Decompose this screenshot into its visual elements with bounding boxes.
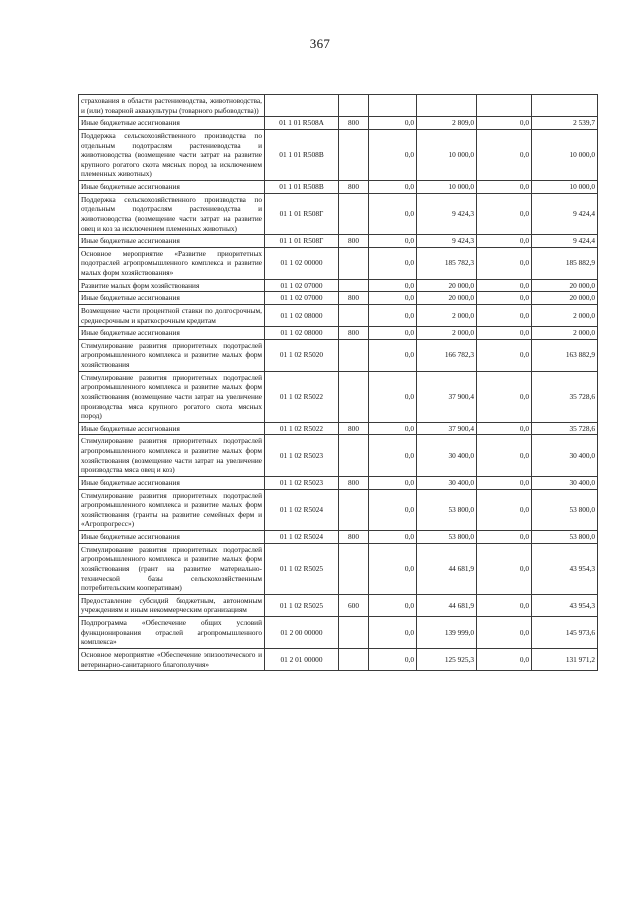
table-row <box>79 181 598 194</box>
table-row <box>79 435 598 477</box>
row-amount-4: 53 800,0 <box>532 489 598 531</box>
table-row <box>79 129 598 180</box>
row-code: 01 1 02 00000 <box>265 247 339 279</box>
row-amount-2: 10 000,0 <box>417 181 477 194</box>
row-amount-2: 125 925,3 <box>417 648 477 670</box>
row-description: Поддержка сельскохозяйственного производства по отдельным подотраслям растениеводства и животноводства (возмещение части затрат на развитие крупного рогатого скота мясных пород за исключением племенных животных) <box>79 129 265 180</box>
row-amount-1: 0,0 <box>369 594 417 616</box>
row-expense-type <box>339 129 369 180</box>
row-amount-2 <box>417 95 477 117</box>
row-description: Основное мероприятие «Обеспечение эпизоотического и ветеринарно-санитарного благополучия» <box>79 648 265 670</box>
table-row <box>79 531 598 544</box>
row-description: Возмещение части процентной ставки по долгосрочным, среднесрочным и краткосрочным кредитам <box>79 304 265 326</box>
row-amount-2: 37 900,4 <box>417 371 477 422</box>
row-amount-2: 20 000,0 <box>417 279 477 292</box>
row-expense-type <box>339 304 369 326</box>
row-description: Предоставление субсидий бюджетным, автономным учреждениям и иным некоммерческим организациям <box>79 594 265 616</box>
row-code: 01 1 02 08000 <box>265 327 339 340</box>
row-amount-3: 0,0 <box>477 617 532 649</box>
row-code: 01 1 02 R5022 <box>265 371 339 422</box>
row-expense-type <box>339 193 369 235</box>
row-code: 01 1 02 R5024 <box>265 489 339 531</box>
row-code <box>265 95 339 117</box>
table-row <box>79 247 598 279</box>
row-amount-2: 2 000,0 <box>417 327 477 340</box>
row-code: 01 1 02 R5025 <box>265 594 339 616</box>
table-row <box>79 543 598 594</box>
row-amount-3: 0,0 <box>477 292 532 305</box>
row-expense-type <box>339 247 369 279</box>
table-row <box>79 594 598 616</box>
row-amount-1: 0,0 <box>369 193 417 235</box>
row-amount-1 <box>369 95 417 117</box>
row-amount-1: 0,0 <box>369 371 417 422</box>
row-amount-1: 0,0 <box>369 422 417 435</box>
row-amount-3: 0,0 <box>477 489 532 531</box>
row-amount-1: 0,0 <box>369 489 417 531</box>
row-amount-4 <box>532 95 598 117</box>
row-amount-2: 53 800,0 <box>417 489 477 531</box>
row-code: 01 1 02 R5023 <box>265 435 339 477</box>
row-code: 01 1 02 R5024 <box>265 531 339 544</box>
row-expense-type <box>339 279 369 292</box>
row-amount-2: 44 681,9 <box>417 594 477 616</box>
row-code: 01 1 02 R5022 <box>265 422 339 435</box>
row-description: Иные бюджетные ассигнования <box>79 476 265 489</box>
row-amount-1: 0,0 <box>369 235 417 248</box>
row-code: 01 1 02 08000 <box>265 304 339 326</box>
row-description: Стимулирование развития приоритетных подотраслей агропромышленного комплекса и развитие малых форм хозяйствования (возмещение части затрат на увеличение производства мяса крупного рогатого скота мясных пород) <box>79 371 265 422</box>
row-amount-1: 0,0 <box>369 129 417 180</box>
row-amount-2: 30 400,0 <box>417 435 477 477</box>
row-expense-type: 800 <box>339 422 369 435</box>
table-row <box>79 476 598 489</box>
row-description: Иные бюджетные ассигнования <box>79 422 265 435</box>
table-row <box>79 422 598 435</box>
row-amount-3: 0,0 <box>477 371 532 422</box>
row-amount-2: 2 000,0 <box>417 304 477 326</box>
row-amount-3: 0,0 <box>477 594 532 616</box>
row-amount-4: 10 000,0 <box>532 181 598 194</box>
row-code: 01 1 02 R5025 <box>265 543 339 594</box>
row-amount-2: 139 999,0 <box>417 617 477 649</box>
row-description: Подпрограмма «Обеспечение общих условий функционирования отраслей агропромышленного комплекса» <box>79 617 265 649</box>
row-amount-4: 2 000,0 <box>532 304 598 326</box>
row-expense-type: 800 <box>339 476 369 489</box>
row-amount-2: 20 000,0 <box>417 292 477 305</box>
row-amount-2: 9 424,3 <box>417 235 477 248</box>
row-amount-4: 10 000,0 <box>532 129 598 180</box>
row-amount-3: 0,0 <box>477 648 532 670</box>
row-amount-2: 53 800,0 <box>417 531 477 544</box>
row-amount-1: 0,0 <box>369 476 417 489</box>
row-amount-1: 0,0 <box>369 617 417 649</box>
table-row <box>79 617 598 649</box>
row-amount-3: 0,0 <box>477 435 532 477</box>
row-amount-3 <box>477 95 532 117</box>
row-amount-1: 0,0 <box>369 531 417 544</box>
row-amount-4: 185 882,9 <box>532 247 598 279</box>
row-amount-2: 37 900,4 <box>417 422 477 435</box>
row-expense-type <box>339 489 369 531</box>
row-description: Стимулирование развития приоритетных подотраслей агропромышленного комплекса и развитие малых форм хозяйствования (грант на развитие материально-технической базы сельскохозяйственным потребительским кооперативам) <box>79 543 265 594</box>
row-description: Поддержка сельскохозяйственного производства по отдельным подотраслям растениеводства и животноводства (возмещение части затрат на развитие овец и коз за исключением племенных животных) <box>79 193 265 235</box>
row-code: 01 1 01 R508В <box>265 181 339 194</box>
row-amount-4: 163 882,9 <box>532 339 598 371</box>
row-description: Иные бюджетные ассигнования <box>79 292 265 305</box>
row-amount-3: 0,0 <box>477 304 532 326</box>
row-amount-4: 35 728,6 <box>532 422 598 435</box>
row-code: 01 1 02 07000 <box>265 292 339 305</box>
row-description: Развитие малых форм хозяйствования <box>79 279 265 292</box>
table-row <box>79 95 598 117</box>
row-code: 01 1 01 R508А <box>265 117 339 130</box>
row-description: Иные бюджетные ассигнования <box>79 181 265 194</box>
row-expense-type: 800 <box>339 327 369 340</box>
table-row <box>79 292 598 305</box>
row-expense-type: 800 <box>339 117 369 130</box>
row-expense-type: 800 <box>339 531 369 544</box>
row-amount-1: 0,0 <box>369 247 417 279</box>
row-amount-1: 0,0 <box>369 327 417 340</box>
row-amount-4: 43 954,3 <box>532 594 598 616</box>
row-expense-type <box>339 371 369 422</box>
row-amount-3: 0,0 <box>477 476 532 489</box>
row-amount-1: 0,0 <box>369 339 417 371</box>
page-number: 367 <box>309 36 331 51</box>
row-description: Стимулирование развития приоритетных подотраслей агропромышленного комплекса и развитие малых форм хозяйствования <box>79 339 265 371</box>
row-amount-1: 0,0 <box>369 304 417 326</box>
row-code: 01 1 01 R508Г <box>265 193 339 235</box>
table-row <box>79 235 598 248</box>
row-amount-3: 0,0 <box>477 193 532 235</box>
row-amount-2: 185 782,3 <box>417 247 477 279</box>
row-amount-2: 166 782,3 <box>417 339 477 371</box>
row-amount-4: 145 973,6 <box>532 617 598 649</box>
row-amount-3: 0,0 <box>477 327 532 340</box>
row-amount-3: 0,0 <box>477 543 532 594</box>
row-amount-1: 0,0 <box>369 279 417 292</box>
row-amount-2: 10 000,0 <box>417 129 477 180</box>
row-code: 01 1 02 R5023 <box>265 476 339 489</box>
row-description: Иные бюджетные ассигнования <box>79 117 265 130</box>
row-expense-type: 600 <box>339 594 369 616</box>
table-row <box>79 304 598 326</box>
row-amount-3: 0,0 <box>477 117 532 130</box>
row-amount-4: 43 954,3 <box>532 543 598 594</box>
row-amount-3: 0,0 <box>477 181 532 194</box>
row-amount-3: 0,0 <box>477 247 532 279</box>
row-description: Стимулирование развития приоритетных подотраслей агропромышленного комплекса и развитие малых форм хозяйствования (гранты на развитие семейных ферм и «Агропрогресс») <box>79 489 265 531</box>
row-amount-1: 0,0 <box>369 648 417 670</box>
table-row <box>79 489 598 531</box>
row-amount-3: 0,0 <box>477 235 532 248</box>
row-description: Основное мероприятие «Развитие приоритетных подотраслей агропромышленного комплекса и развитие малых форм хозяйствования» <box>79 247 265 279</box>
row-amount-4: 53 800,0 <box>532 531 598 544</box>
row-code: 01 1 02 R5020 <box>265 339 339 371</box>
row-description: Иные бюджетные ассигнования <box>79 531 265 544</box>
row-code: 01 1 01 R508Г <box>265 235 339 248</box>
row-amount-1: 0,0 <box>369 181 417 194</box>
row-amount-4: 131 971,2 <box>532 648 598 670</box>
row-amount-1: 0,0 <box>369 435 417 477</box>
row-code: 01 1 02 07000 <box>265 279 339 292</box>
row-code: 01 1 01 R508В <box>265 129 339 180</box>
row-expense-type: 800 <box>339 235 369 248</box>
row-amount-3: 0,0 <box>477 279 532 292</box>
row-expense-type <box>339 648 369 670</box>
row-amount-4: 2 539,7 <box>532 117 598 130</box>
table-row <box>79 648 598 670</box>
row-amount-2: 44 681,9 <box>417 543 477 594</box>
row-amount-4: 30 400,0 <box>532 476 598 489</box>
row-expense-type <box>339 435 369 477</box>
row-expense-type <box>339 339 369 371</box>
row-amount-3: 0,0 <box>477 339 532 371</box>
row-description: Иные бюджетные ассигнования <box>79 327 265 340</box>
row-amount-3: 0,0 <box>477 422 532 435</box>
table-row <box>79 117 598 130</box>
row-amount-1: 0,0 <box>369 117 417 130</box>
row-amount-2: 2 809,0 <box>417 117 477 130</box>
row-amount-4: 35 728,6 <box>532 371 598 422</box>
budget-table <box>78 94 598 671</box>
row-amount-3: 0,0 <box>477 129 532 180</box>
row-description: страхования в области растениеводства, животноводства, и (или) товарной аквакультуры (товарного рыбоводства)) <box>79 95 265 117</box>
table-row <box>79 339 598 371</box>
table-row <box>79 371 598 422</box>
row-amount-2: 30 400,0 <box>417 476 477 489</box>
row-expense-type <box>339 617 369 649</box>
table-row <box>79 279 598 292</box>
row-code: 01 2 00 00000 <box>265 617 339 649</box>
row-amount-2: 9 424,3 <box>417 193 477 235</box>
row-amount-4: 30 400,0 <box>532 435 598 477</box>
row-expense-type: 800 <box>339 181 369 194</box>
table-row <box>79 327 598 340</box>
row-amount-4: 20 000,0 <box>532 292 598 305</box>
row-amount-1: 0,0 <box>369 292 417 305</box>
row-expense-type: 800 <box>339 292 369 305</box>
row-description: Иные бюджетные ассигнования <box>79 235 265 248</box>
row-amount-4: 9 424,4 <box>532 235 598 248</box>
row-expense-type <box>339 95 369 117</box>
row-amount-4: 20 000,0 <box>532 279 598 292</box>
row-amount-4: 2 000,0 <box>532 327 598 340</box>
row-code: 01 2 01 00000 <box>265 648 339 670</box>
row-description: Стимулирование развития приоритетных подотраслей агропромышленного комплекса и развитие малых форм хозяйствования (возмещение части затрат на увеличение производства мяса овец и коз) <box>79 435 265 477</box>
row-amount-3: 0,0 <box>477 531 532 544</box>
row-amount-4: 9 424,4 <box>532 193 598 235</box>
table-row <box>79 193 598 235</box>
row-expense-type <box>339 543 369 594</box>
row-amount-1: 0,0 <box>369 543 417 594</box>
